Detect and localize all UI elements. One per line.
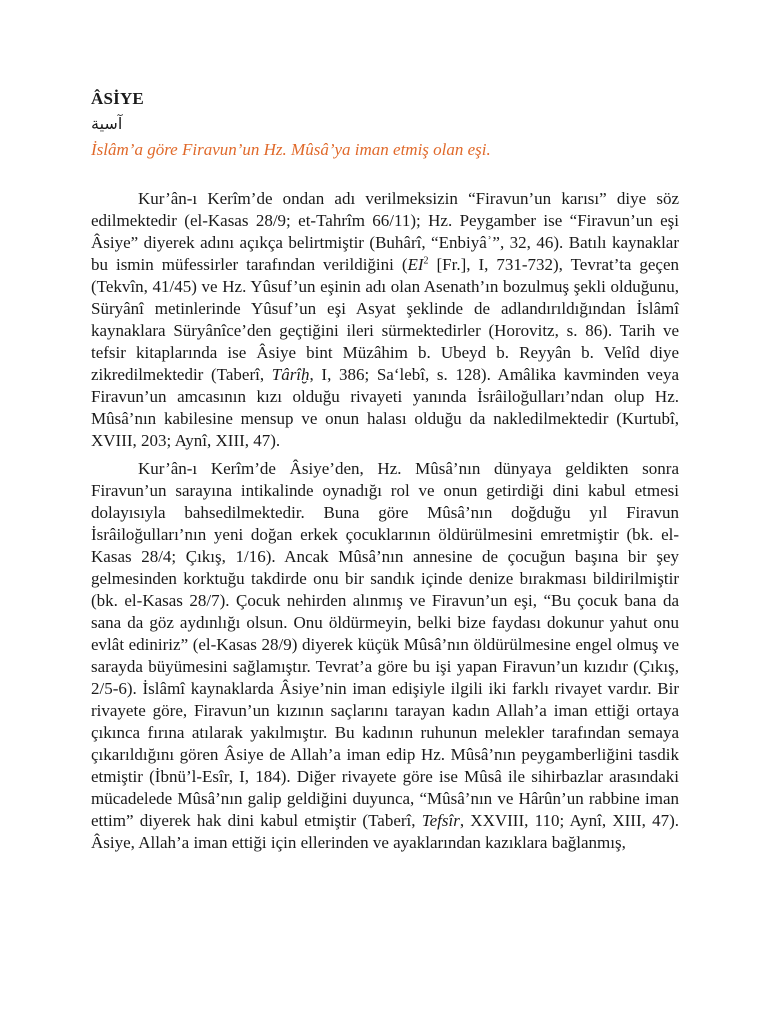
paragraph-1 [91, 188, 679, 452]
citation-ei: EI [407, 255, 424, 274]
article-subtitle: İslâm’a göre Firavun’un Hz. Mûsâ’ya iman etmiş olan eşi. [91, 140, 491, 159]
article-title: ÂSİYE [91, 89, 144, 108]
arabic-title: آسية [91, 114, 123, 133]
paragraph-1-text-b: [Fr.], I, 731-732), Tevrat’ta geçen (Tekvîn, 41/45) ve Hz. Yûsuf’un eşinin adı olan Asenath’ın bozulmuş şekli olduğunu, Süryânî metinlerinde Yûsuf’un eşi Asyat şeklinde de adlandırıldığından İslâmî kaynaklara Süryânîce’den geçtiğini ileri sürmektedirler (Horovitz, s. 86). Tarih ve tefsir kitaplarında ise Âsiye bint Müzâhim b. Ubeyd b. Reyyân b. Velîd diye zikredilmektedir (Taberî, [91, 255, 679, 384]
article [91, 88, 679, 860]
paragraph-2-text-a: Kur’ân-ı Kerîm’de Âsiye’den, Hz. Mûsâ’nın dünyaya geldikten sonra Firavun’un sarayına intikalinde oynadığı rol ve onun getirdiği dini kabul etmesi dolayısıyla bahsedilmektedir. Buna göre Mûsâ’nın doğduğu yıl Firavun İsrâiloğulları’nın yeni doğan erkek çocuklarının öldürülmesini emretmiştir (bk. el-Kasas 28/4; Çıkış, 1/16). Ancak Mûsâ’nın annesine de çocuğun başına bir şey gelmesinden korktuğu takdirde onu bir sandık içinde denize bırakması bildirilmiştir (bk. el-Kasas 28/7). Çocuk nehirden alınmış ve Firavun’un eşi, “Bu çocuk bana da sana da göz aydınlığı olsun. Onu öldürmeyin, belki bize faydası dokunur yahut onu evlât ediniriz” (el-Kasas 28/9) diyerek küçük Mûsâ’nın öldürülmesine engel olmuş ve sarayda büyümesini sağlamıştır. Tevrat’a göre bu işi yapan Firavun’un kızıdır (Çıkış, 2/5-6). İslâmî kaynaklarda Âsiye’nin iman edişiyle ilgili iki farklı rivayet vardır. Bir rivayete göre, Firavun’un kızının saçlarını tarayan kadın Allah’a iman ettiği ortaya çıkınca fırına atılarak yakılmıştır. Bu kadının ruhunun melekler tarafından semaya çıkarıldığını gören Âsiye de Allah’a iman edip Hz. Mûsâ’nın peygamberliğini tasdik etmiştir (İbnü’l-Esîr, I, 184). Diğer rivayete göre ise Mûsâ ile sihirbazlar arasındaki mücadelede Mûsâ’nın galip geldiğini duyunca, “Mûsâ’nın ve Hârûn’un rabbine iman ettim” diyerek hak dini kabul etmiştir (Taberî, [91, 459, 679, 830]
paragraph-2-text-b: , XXVIII, 110; Aynî, XIII, 47). Âsiye, Allah’a iman ettiği için ellerinden ve ayaklarından kazıklara bağlanmış, [91, 811, 679, 852]
paragraph-2 [91, 458, 679, 854]
paragraph-1-text-a: Kur’ân-ı Kerîm’de ondan adı verilmeksizin “Firavun’un karısı” diye söz edilmektedir (el-Kasas 28/9; et-Tahrîm 66/11); Hz. Peygamber ise “Firavun’un eşi Âsiye” diyerek adını açıkça belirtmiştir (Buhârî, “Enbiyâʾ”, 32, 46). Batılı kaynaklar bu ismin müfessirler tarafından verildiğini ( [91, 189, 679, 274]
citation-tefsir: Tefsîr [421, 811, 460, 830]
citation-ei-superscript: 2 [423, 255, 429, 267]
paragraph-1-text-c: , I, 386; Sa‘lebî, s. 128). Amâlika kavminden veya Firavun’un amcasının kızı olduğu rivayeti yanında İsrâiloğulları’ndan olup Hz. Mûsâ’nın kabilesine mensup ve onun halası olduğu da nakledilmektedir (Kurtubî, XVIII, 203; Aynî, XIII, 47). [91, 365, 679, 450]
citation-tarih: Târîḫ [271, 365, 310, 384]
